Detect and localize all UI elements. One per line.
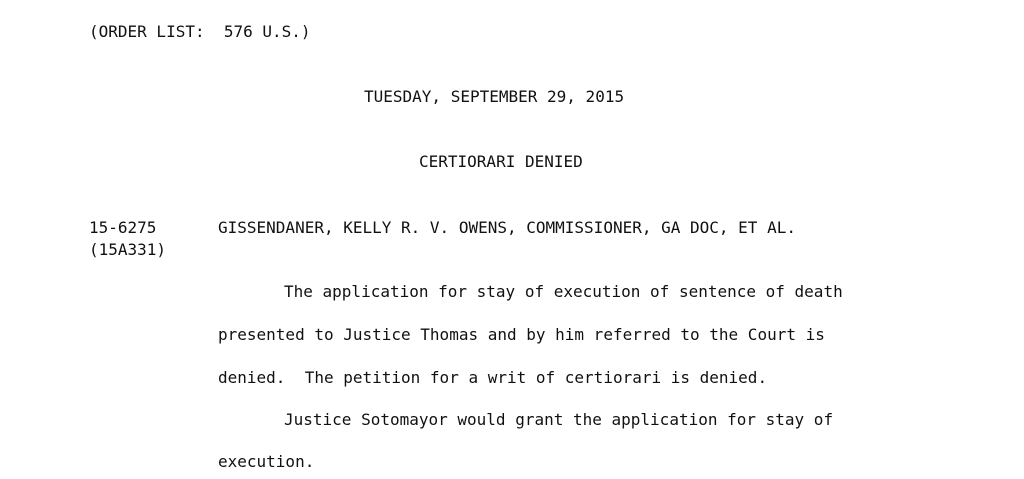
- application-number: (15A331): [89, 240, 167, 259]
- docket-number: 15-6275: [89, 218, 157, 237]
- paragraph-line: presented to Justice Thomas and by him referred to the Court is: [218, 325, 825, 344]
- section-heading: CERTIORARI DENIED: [419, 152, 583, 171]
- paragraph-line: denied. The petition for a writ of certiorari is denied.: [218, 368, 768, 387]
- paragraph-line: Justice Sotomayor would grant the application for stay of: [284, 410, 834, 429]
- case-caption: GISSENDANER, KELLY R. V. OWENS, COMMISSIONER, GA DOC, ET AL.: [218, 218, 796, 237]
- order-date-heading: TUESDAY, SEPTEMBER 29, 2015: [364, 87, 625, 106]
- order-list-citation: (ORDER LIST: 576 U.S.): [89, 22, 311, 41]
- paragraph-line: execution.: [218, 452, 315, 471]
- paragraph-line: The application for stay of execution of sentence of death: [284, 282, 843, 301]
